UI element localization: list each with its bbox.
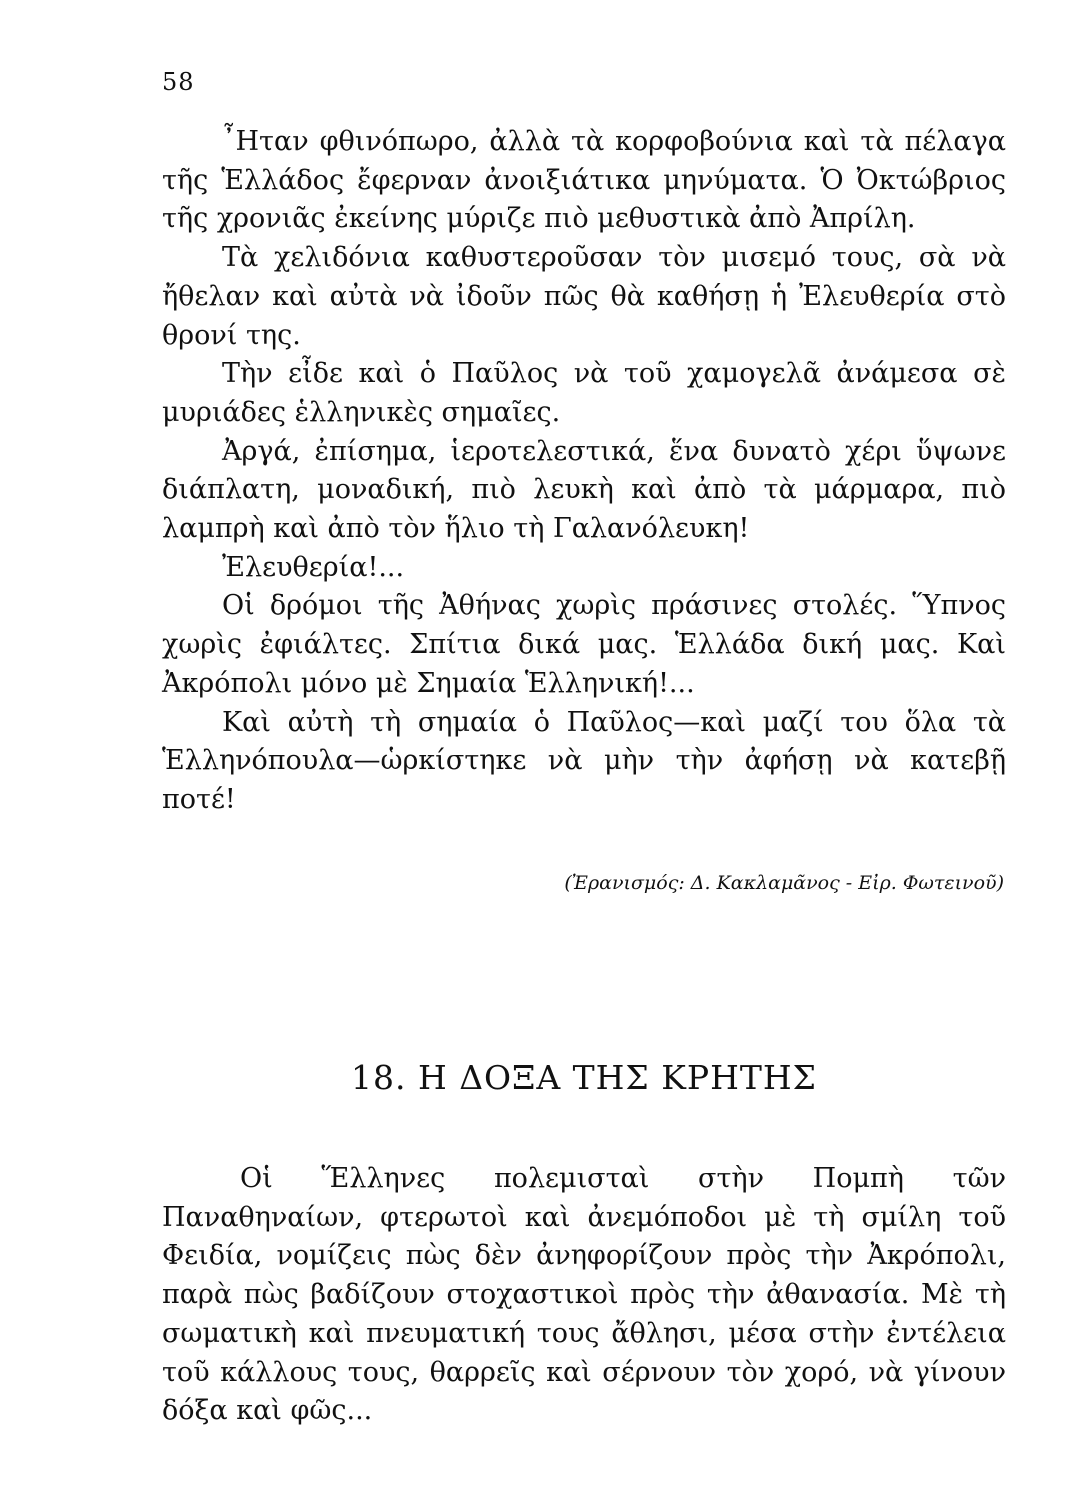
page-number: 58 [162,68,195,96]
paragraph: Ἐλευθερία!... [222,551,405,583]
paragraph: Οἱ δρόμοι τῆς Ἀθήνας χωρὶς πράσινες στολές. Ὕπνος χωρὶς ἐφιάλτες. Σπίτια δικά μας. Ἑλλάδα δική μας. Καὶ Ἀκρόπολι μόνο μὲ Σημαία Ἑλληνική!... [162,590,1006,699]
paragraph: Τὰ χελιδόνια καθυστεροῦσαν τὸν μισεμό τους, σὰ νὰ ἤθελαν καὶ αὐτὰ νὰ ἰδοῦν πῶς θὰ καθήσῃ ἡ Ἐλευθερία στὸ θρονί της. [162,242,1006,351]
paragraph: Τὴν εἶδε καὶ ὁ Παῦλος νὰ τοῦ χαμογελᾶ ἀνάμεσα σὲ μυριάδες ἑλληνικὲς σημαῖες. [162,358,1006,428]
paragraph: Ἀργά, ἐπίσημα, ἱεροτελεστικά, ἕνα δυνατὸ χέρι ὕψωνε διάπλατη, μοναδική, πιὸ λευκὴ καὶ ἀπὸ τὰ μάρμαρα, πιὸ λαμπρὴ καὶ ἀπὸ τὸν ἥλιο τὴ Γαλανόλευκη! [162,435,1006,545]
chapter-title: 18. Η ΔΟΞΑ ΤΗΣ ΚΡΗΤΗΣ [350,1058,818,1097]
paragraph: Οἱ Ἕλληνες πολεμισταὶ στὴν Πομπὴ τῶν Παναθηναίων, φτερωτοὶ καὶ ἀνεμόποδοι μὲ τὴ σμίλη τοῦ Φειδία, νομίζεις πὼς δὲν ἀνηφορίζουν πρὸς τὴν Ἀκρόπολι, παρὰ πὼς βαδίζουν στοχαστικοὶ πρὸς τὴν ἀθανασία. Μὲ τὴ σωματικὴ καὶ πνευματική τους ἄθλησι, μέσα στὴν ἐντέλεια τοῦ κάλλους τους, θαρρεῖς καὶ σέρνουν τὸν χορό, νὰ γίνουν δόξα καὶ φῶς... [162,1163,1006,1427]
story-text [162,123,1006,820]
attribution: (Ἐρανισμός: Δ. Κακλαμᾶνος - Εἰρ. Φωτεινοῦ) [564,872,1004,894]
chapter-text [162,1160,1006,1431]
paragraph: ῏Ηταν φθινόπωρο, ἀλλὰ τὰ κορφοβούνια καὶ τὰ πέλαγα τῆς Ἑλλάδος ἔφερναν ἀνοιξιάτικα μηνύματα. Ὁ Ὀκτώβριος τῆς χρονιᾶς ἐκείνης μύριζε πιὸ μεθυστικὰ ἀπὸ Ἀπρίλη. [162,126,1006,235]
paragraph: Καὶ αὐτὴ τὴ σημαία ὁ Παῦλος—καὶ μαζί του ὅλα τὰ Ἑλληνόπουλα—ὡρκίστηκε νὰ μὴν τὴν ἀφήσῃ νὰ κατεβῇ ποτέ! [162,706,1006,815]
